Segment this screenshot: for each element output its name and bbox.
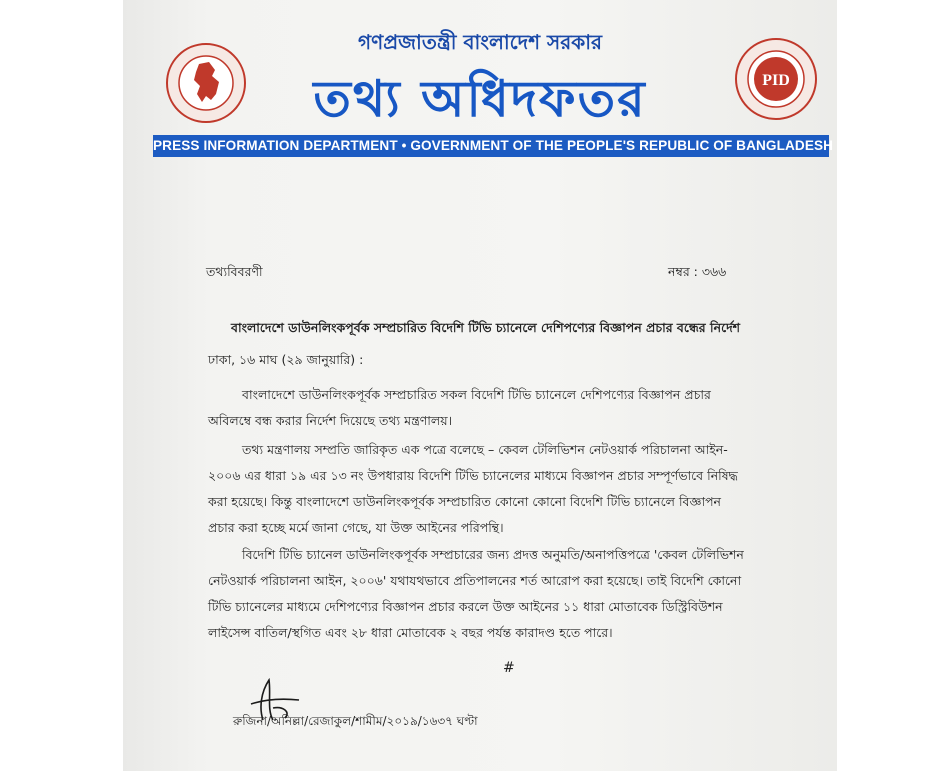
paragraph-line: প্রচার করা হচ্ছে মর্মে জানা গেছে, যা উক্ত আইনের পরিপন্থি।	[208, 520, 504, 535]
department-title: তথ্য অধিদফতর	[313, 70, 647, 128]
paragraph-line: অবিলম্বে বন্ধ করার নির্দেশ দিয়েছে তথ্য মন্ত্রণালয়।	[208, 413, 453, 428]
paragraph-1	[208, 382, 763, 434]
paragraph-line: নেটওয়ার্ক পরিচালনা আইন, ২০০৬' যথাযথভাবে প্রতিপালনের শর্ত আরোপ করা হয়েছে। তাই বিদেশি কোনো	[208, 573, 742, 588]
paragraph-line: তথ্য মন্ত্রণালয় সম্প্রতি জারিকৃত এক পত্রে বলেছে – কেবল টেলিভিশন নেটওয়ার্ক পরিচালনা আইন-	[242, 442, 728, 457]
press-release-page	[123, 0, 837, 771]
document-number: নম্বর : ৩৬৬	[668, 264, 727, 279]
department-banner	[153, 135, 834, 157]
paragraph-line: করা হয়েছে। কিন্তু বাংলাদেশে ডাউনলিংকপূর্বক সম্প্রচারিত কোনো কোনো বিদেশি টিভি চ্যানেলে বিজ্ঞাপন	[208, 494, 722, 509]
paragraph-line: ২০০৬ এর ধারা ১৯ এর ১৩ নং উপধারায় বিদেশি টিভি চ্যানেলের মাধ্যমে বিজ্ঞাপন প্রচার সম্পূর্ণভাবে নিষিদ্ধ	[208, 468, 738, 483]
banner-text: PRESS INFORMATION DEPARTMENT • GOVERNMENT OF THE PEOPLE'S REPUBLIC OF BANGLADESH	[153, 138, 834, 153]
government-title: গণপ্রজাতন্ত্রী বাংলাদেশ সরকার	[358, 30, 602, 54]
paragraph-line: বিদেশি টিভি চ্যানেল ডাউনলিংকপূর্বক সম্প্রচারের জন্য প্রদত্ত অনুমতি/অনাপত্তিপত্রে 'কেবল টেলিভিশন	[242, 547, 744, 562]
paragraph-2	[208, 437, 763, 541]
headline: বাংলাদেশে ডাউনলিংকপূর্বক সম্প্রচারিত বিদেশি টিভি চ্যানেলে দেশিপণ্যের বিজ্ঞাপন প্রচার বন্ধের নির্দেশ	[231, 320, 741, 335]
reference-footer: রুজিনা/অনিল্লা/রেজাকুল/শামীম/২০১৯/১৬৩৭ ঘণ্টা	[233, 714, 478, 728]
pid-seal-text: PID	[762, 72, 790, 89]
paragraph-line: বাংলাদেশে ডাউনলিংকপূর্বক সম্প্রচারিত সকল বিদেশি টিভি চ্যানেলে দেশিপণ্যের বিজ্ঞাপন প্রচার	[242, 387, 711, 402]
paragraph-3	[208, 542, 763, 646]
document-type-label: তথ্যবিবরণী	[206, 264, 263, 279]
paragraph-line: লাইসেন্স বাতিল/স্থগিত এবং ২৮ ধারা মোতাবেক ২ বছর পর্যন্ত কারাদণ্ড হতে পারে।	[208, 625, 613, 640]
paragraph-line: টিভি চ্যানেলের মাধ্যমে দেশিপণ্যের বিজ্ঞাপন প্রচার করলে উক্ত আইনের ১১ ধারা মোতাবেক ডিস্ট্রিবিউশন	[208, 599, 723, 614]
end-mark: #	[503, 660, 515, 676]
dateline: ঢাকা, ১৬ মাঘ (২৯ জানুয়ারি) :	[208, 352, 364, 367]
